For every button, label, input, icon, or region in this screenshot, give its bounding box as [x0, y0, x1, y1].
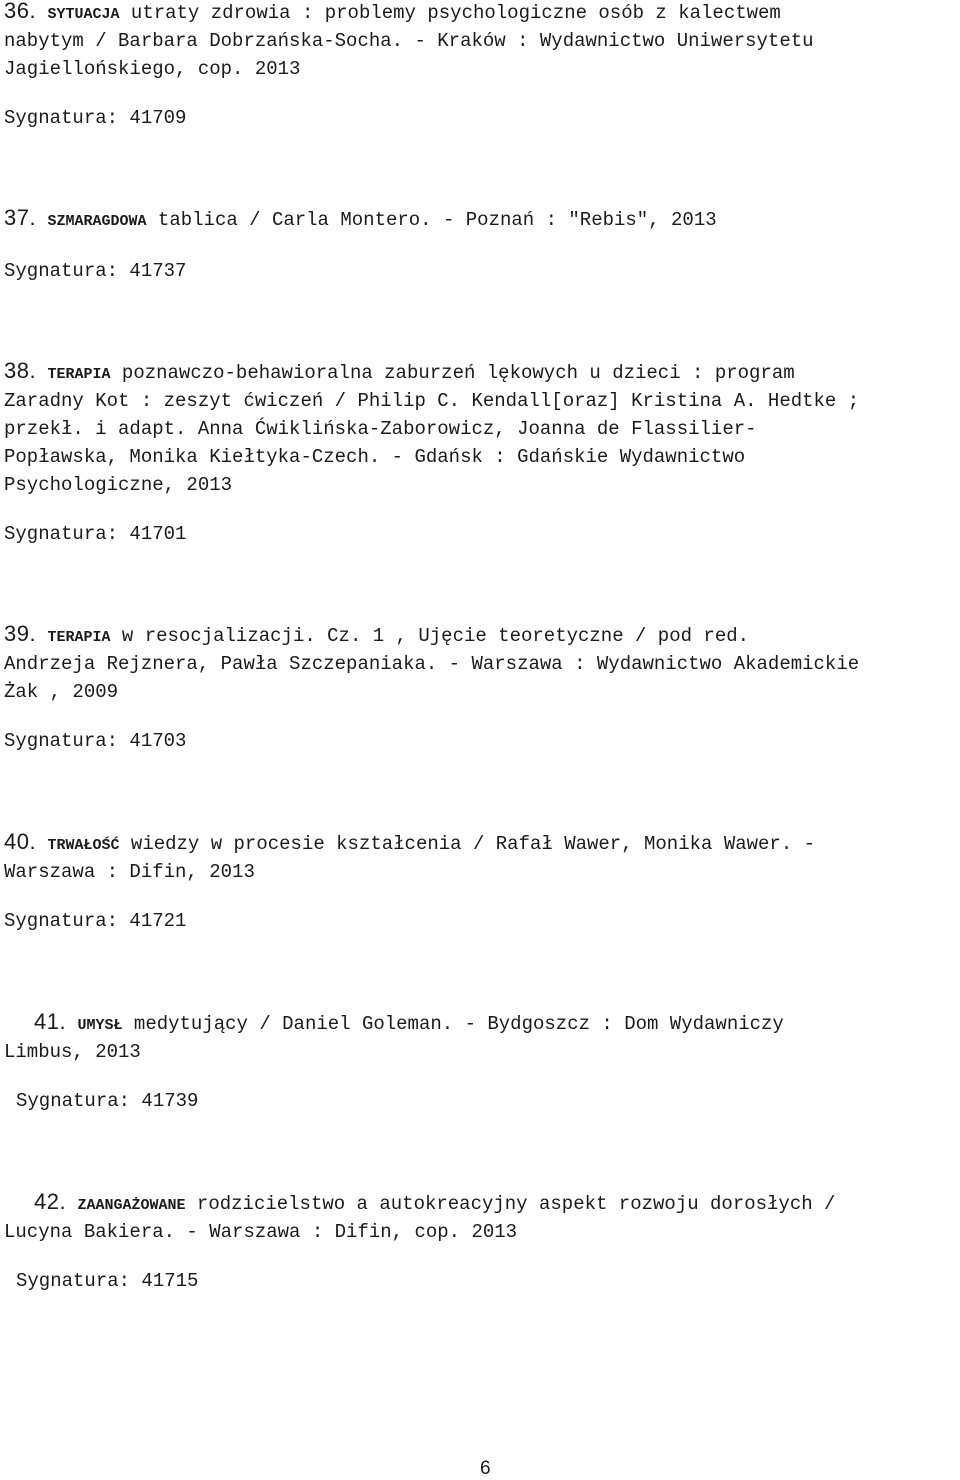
entry-number: 39.	[4, 621, 37, 646]
signature: Sygnatura: 41709	[4, 107, 187, 129]
entry-keyword: ZAANGAŻOWANE	[77, 1197, 186, 1214]
entry-text-line: nabytym / Barbara Dobrzańska-Socha. - Kraków : Wydawnictwo Uniwersytetu	[4, 30, 814, 52]
entry-text-line: Żak , 2009	[4, 681, 119, 703]
entry-text-line: poznawczo-behawioralna zaburzeń lękowych u dzieci : program	[110, 362, 795, 384]
entry-number: 37.	[4, 205, 37, 230]
entry-keyword: TERAPIA	[47, 629, 111, 646]
signature: Sygnatura: 41715	[16, 1270, 199, 1292]
entry-first-line	[4, 360, 795, 386]
entry-text-line: Jagiellońskiego, cop. 2013	[4, 58, 301, 80]
entry-text-line: Lucyna Bakiera. - Warszawa : Difin, cop. 2013	[4, 1221, 518, 1243]
entry-first-line	[34, 1191, 835, 1217]
entry-number: 36.	[4, 0, 37, 23]
entry-keyword: SYTUACJA	[47, 6, 120, 23]
signature: Sygnatura: 41739	[16, 1090, 199, 1112]
entry-text-line: utraty zdrowia : problemy psychologiczne osób z kalectwem	[119, 2, 781, 24]
entry-number: 38.	[4, 358, 37, 383]
entry-keyword: TRWAŁOŚĆ	[47, 837, 120, 854]
entry-text-line: Limbus, 2013	[4, 1041, 141, 1063]
entry-text-line: rodzicielstwo a autokreacyjny aspekt rozwoju dorosłych /	[185, 1193, 836, 1215]
signature: Sygnatura: 41737	[4, 260, 187, 282]
entry-text-line: Warszawa : Difin, 2013	[4, 861, 255, 883]
entry-first-line	[4, 207, 717, 233]
entry-first-line	[4, 831, 815, 857]
entry-text-line: Popławska, Monika Kiełtyka-Czech. - Gdańsk : Gdańskie Wydawnictwo	[4, 446, 746, 468]
signature: Sygnatura: 41701	[4, 523, 187, 545]
entry-first-line	[4, 0, 781, 26]
entry-text-line: przekł. i adapt. Anna Ćwiklińska-Zaborowicz, Joanna de Flassilier-	[4, 418, 757, 440]
entry-text-line: tablica / Carla Montero. - Poznań : "Rebis", 2013	[146, 209, 717, 231]
entry-first-line	[4, 623, 749, 649]
entry-text-line: w resocjalizacji. Cz. 1 , Ujęcie teoretyczne / pod red.	[110, 625, 750, 647]
entry-text-line: wiedzy w procesie kształcenia / Rafał Wawer, Monika Wawer. -	[119, 833, 816, 855]
entry-keyword: TERAPIA	[47, 366, 111, 383]
signature: Sygnatura: 41721	[4, 910, 187, 932]
entry-first-line	[34, 1011, 784, 1037]
signature: Sygnatura: 41703	[4, 730, 187, 752]
entry-number: 40.	[4, 829, 37, 854]
entry-text-line: medytujący / Daniel Goleman. - Bydgoszcz : Dom Wydawniczy	[122, 1013, 784, 1035]
entry-text-line: Andrzeja Rejznera, Pawła Szczepaniaka. - Warszawa : Wydawnictwo Akademickie	[4, 653, 860, 675]
entry-number: 41.	[34, 1009, 67, 1034]
page-number: 6	[480, 1458, 491, 1479]
entry-keyword: UMYSŁ	[77, 1017, 123, 1034]
entry-text-line: Zaradny Kot : zeszyt ćwiczeń / Philip C. Kendall[oraz] Kristina A. Hedtke ;	[4, 390, 860, 412]
entry-number: 42.	[34, 1189, 67, 1214]
entry-text-line: Psychologiczne, 2013	[4, 474, 233, 496]
entry-keyword: SZMARAGDOWA	[47, 213, 147, 230]
